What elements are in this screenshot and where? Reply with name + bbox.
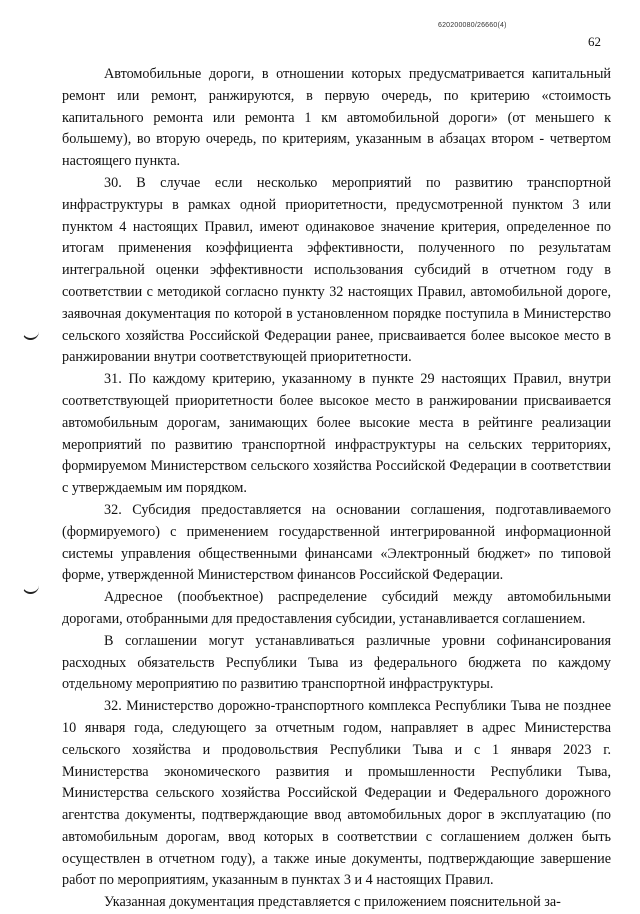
paragraph: 32. Министерство дорожно-транспортного комплекса Республики Тыва не позднее 10 января года, следующего за отчетным годом, направляет в адрес Министерства сельского хозяйства и продовольствия Республики Тыва и с 1 января 2023 г. Министерства экономического развития и промышленности Республики Тыва, Министерства сельского хозяйства Российской Федерации и Федерального дорожного агентства документы, подтверждающие ввод автомобильных дорог в эксплуатацию (по автомобильным дорогам, ввод которых в соответствии с соглашением должен быть осуществлен в отчетном году), а также иные документы, подтверждающие завершение работ по мероприятиям, указанным в пунктах 3 и 4 настоящих Правил.: [62, 698, 611, 889]
paragraph: 32. Субсидия предоставляется на основании соглашения, подготавливаемого (формируемого) с применением государственной интегрированной информационной системы управления общественными финансами «Электронный бюджет» по типовой форме, утвержденной Министерством финансов Российской Федерации.: [62, 501, 611, 584]
margin-mark: [22, 330, 39, 340]
paragraph: 30. В случае если несколько мероприятий по развитию транспортной инфраструктуры в рамках одной приоритетности, предусмотренной пунктом 3 или пунктом 4 настоящих Правил, имеют одинаковое значение критерия, определенное по итогам применения коэффициента эффективности, полученного по результатам интегральной оценки эффективности использования субсидий в отчетном году в соответствии с методикой согласно пункту 32 настоящих Правил, автомобильной дороге, заявочная документация по которой в установленном порядке поступила в Министерство сельского хозяйства Российской Федерации ранее, присваивается более высокое место в ранжировании внутри соответствующей приоритетности.: [62, 174, 611, 366]
paragraph: Адресное (пообъектное) распределение субсидий между автомобильными дорогами, отобранными для предоставления субсидии, устанавливается соглашением.: [62, 589, 611, 627]
margin-mark: [22, 584, 39, 594]
document-code: 620200080/26660(4): [438, 22, 507, 29]
paragraph: 31. По каждому критерию, указанному в пункте 29 настоящих Правил, внутри соответствующей приоритетности более высокое место в ранжировании присваивается автомобильным дорогам, занимающих более высокие места в рейтинге реализации мероприятий по развитию транспортной инфраструктуры на сельских территориях, формируемом Министерством сельского хозяйства Российской Федерации в соответствии с утверждаемым им порядком.: [62, 371, 611, 497]
document-body: [62, 64, 611, 914]
paragraph: Автомобильные дороги, в отношении которых предусматривается капитальный ремонт или ремонт, ранжируются, в первую очередь, по критерию «стоимость капитального ремонта или ремонта 1 км автомобильной дороги» (от меньшего к большему), во вторую очередь, по критериям, указанным в абзацах втором - четвертом настоящего пункта.: [62, 66, 611, 170]
paragraph: Указанная документация представляется с приложением пояснительной за-: [104, 894, 561, 911]
page-number: 62: [588, 34, 601, 49]
paragraph: В соглашении могут устанавливаться различные уровни софинансирования расходных обязательств Республики Тыва из федерального бюджета по каждому отдельному мероприятию по развитию транспортной инфраструктуры.: [62, 632, 611, 693]
